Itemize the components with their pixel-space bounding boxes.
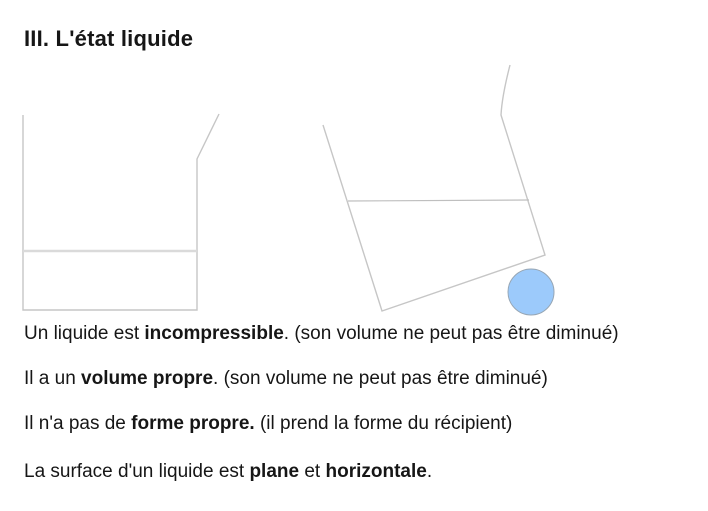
bold-term: volume propre bbox=[81, 368, 214, 389]
liquid-drop-icon bbox=[508, 269, 554, 315]
text-segment: (il prend la forme du récipient) bbox=[254, 413, 513, 434]
text-segment: . (son volume ne peut pas être diminué) bbox=[283, 323, 619, 344]
tilted-beaker-outline bbox=[323, 65, 545, 311]
statement-volume-propre bbox=[24, 367, 548, 391]
text-segment: Il a un bbox=[24, 368, 82, 389]
bold-term: plane bbox=[249, 461, 300, 482]
statement-surface-plane-horizontale bbox=[24, 460, 432, 484]
statement-incompressible bbox=[24, 322, 619, 346]
text-segment: . bbox=[426, 461, 433, 482]
upright-beaker-outline bbox=[23, 114, 219, 310]
text-segment: . (son volume ne peut pas être diminué) bbox=[213, 368, 548, 389]
text-segment: Un liquide est bbox=[24, 323, 145, 344]
text-segment: La surface d'un liquide est bbox=[24, 461, 250, 482]
tilted-beaker-liquid-level bbox=[348, 200, 529, 201]
page-title: III. L'état liquide bbox=[24, 26, 194, 51]
text-segment: et bbox=[299, 461, 326, 482]
bold-term: forme propre. bbox=[131, 413, 255, 434]
statement-forme-propre bbox=[24, 412, 512, 436]
bold-term: incompressible bbox=[144, 323, 284, 344]
text-segment: Il n'a pas de bbox=[24, 413, 132, 434]
bold-term: horizontale bbox=[325, 461, 427, 482]
